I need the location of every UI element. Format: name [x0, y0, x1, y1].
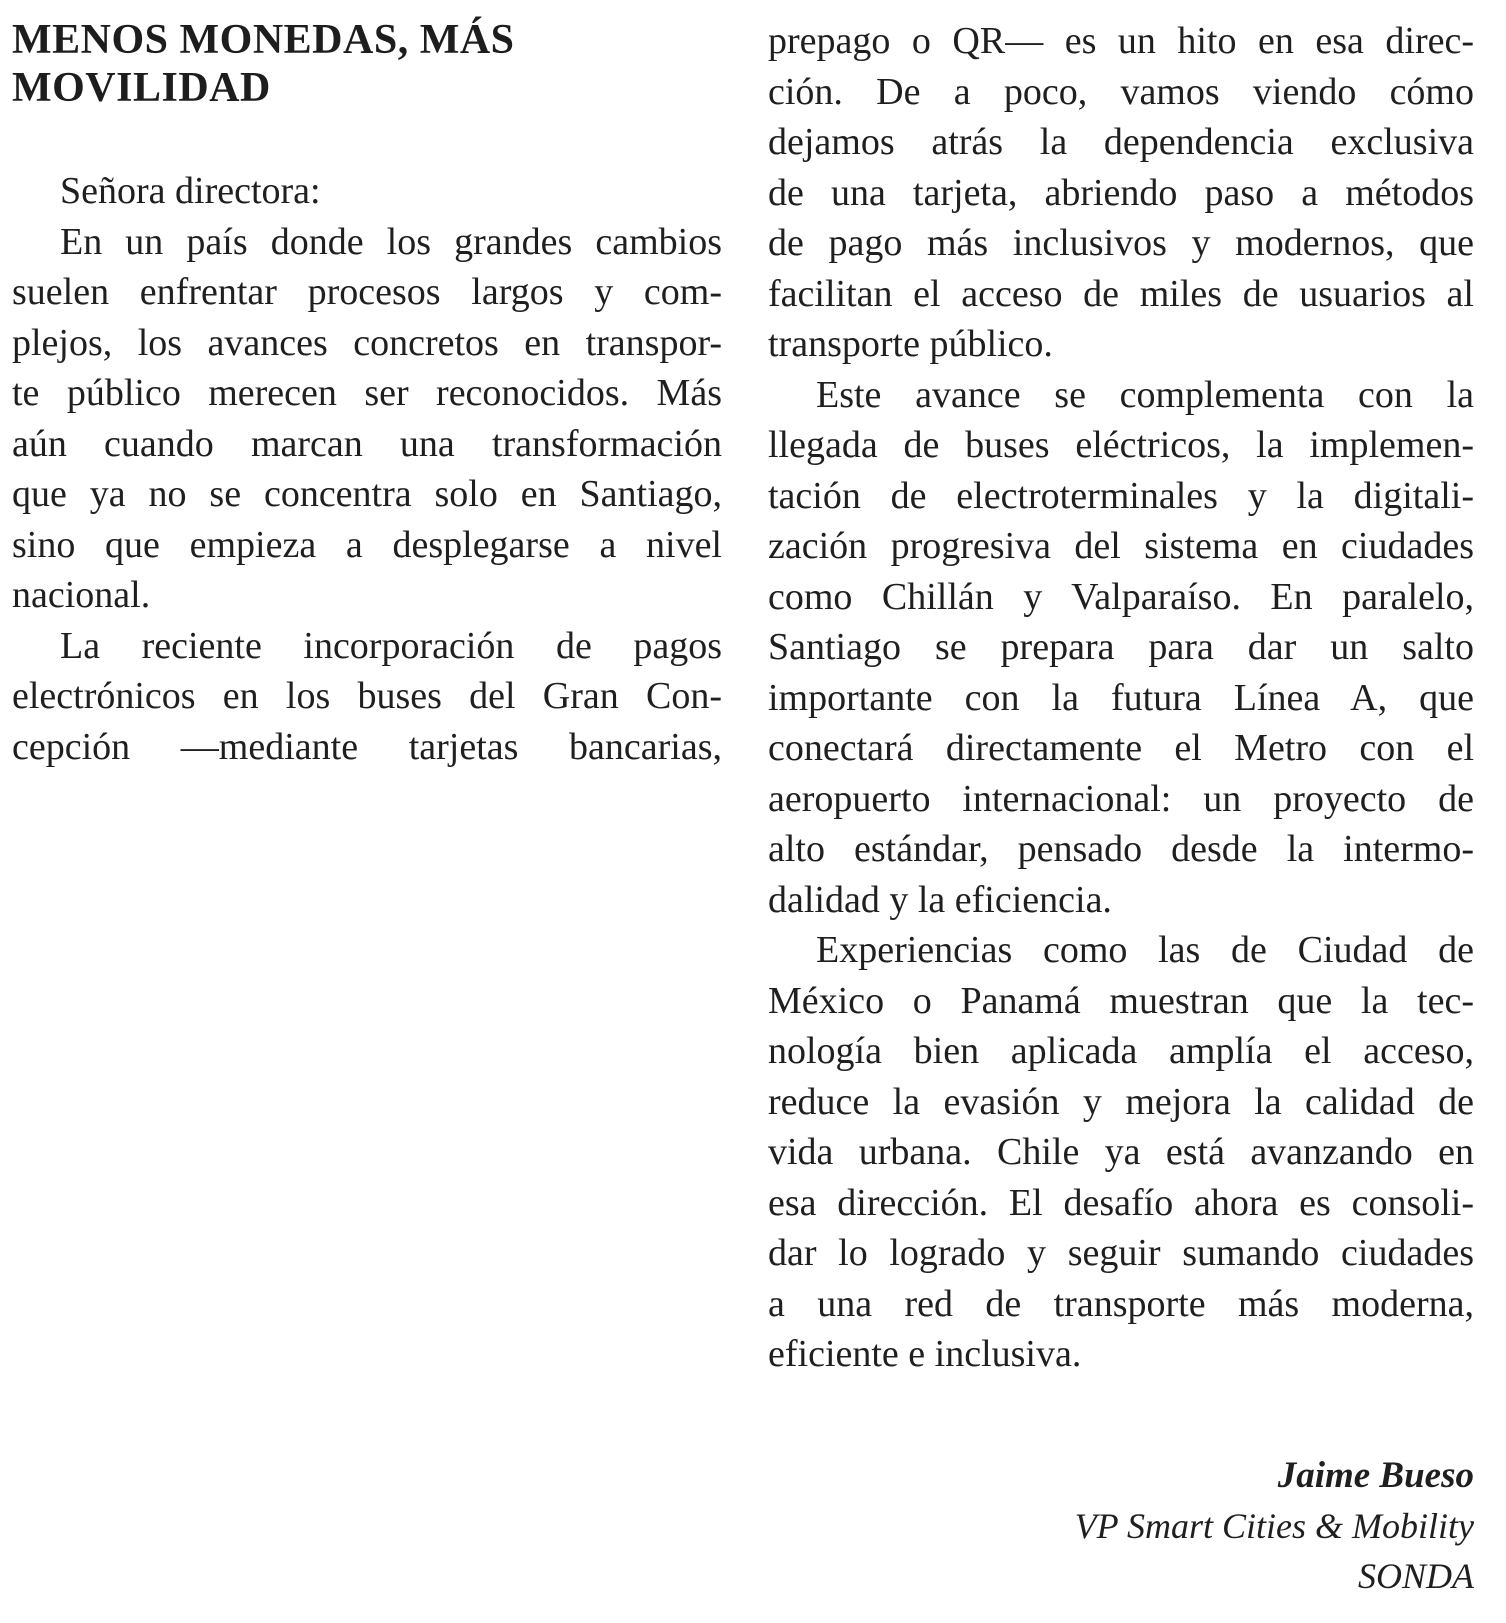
body-line: a una red de transporte más moderna, [768, 1282, 1474, 1325]
body-line: aún cuando marcan una transformación [12, 422, 722, 465]
body-line: cepción —mediante tarjetas bancarias, [12, 725, 722, 768]
body-line: La reciente incorporación de pagos [60, 624, 722, 667]
left-column [12, 16, 722, 772]
body-line: esa dirección. El desafío ahora es consoli- [768, 1181, 1474, 1224]
left-body [12, 166, 722, 772]
body-line: ción. De a poco, vamos viendo cómo [768, 70, 1474, 113]
signature-block [874, 1451, 1474, 1601]
body-line: eficiente e inclusiva. [768, 1333, 1082, 1375]
body-line: tación de electroterminales y la digitali- [768, 474, 1474, 517]
body-line: dalidad y la eficiencia. [768, 878, 1112, 921]
signature-role: VP Smart Cities & Mobility [1074, 1506, 1474, 1546]
body-line: zación progresiva del sistema en ciudades [768, 525, 1474, 567]
body-line: suelen enfrentar procesos largos y com- [12, 271, 722, 313]
body-line: dejamos atrás la dependencia exclusiva [768, 121, 1474, 163]
right-column [768, 16, 1474, 1380]
headline-line-2: MOVILIDAD [12, 65, 271, 111]
body-line: En un país donde los grandes cambios [60, 220, 722, 263]
body-line: nología bien aplicada amplía el acceso, [768, 1030, 1474, 1072]
headline [12, 16, 532, 112]
body-line: te público merecen ser reconocidos. Más [12, 372, 722, 414]
body-line: sino que empieza a desplegarse a nivel [12, 523, 722, 566]
signature-name: Jaime Bueso [1277, 1455, 1474, 1496]
body-line: como Chillán y Valparaíso. En paralelo, [768, 575, 1474, 618]
body-line: dar lo logrado y seguir sumando ciudades [768, 1232, 1474, 1274]
body-line: importante con la futura Línea A, que [768, 676, 1474, 719]
body-line: México o Panamá muestran que la tec- [768, 979, 1474, 1022]
body-line: que ya no se concentra solo en Santiago, [12, 473, 722, 515]
body-line: llegada de buses eléctricos, la implemen- [768, 424, 1474, 466]
salutation: Señora directora: [60, 170, 321, 212]
body-line: facilitan el acceso de miles de usuarios al [768, 272, 1474, 315]
body-line: de pago más inclusivos y modernos, que [768, 222, 1474, 264]
signature-company: SONDA [1358, 1556, 1474, 1596]
body-line: vida urbana. Chile ya está avanzando en [768, 1131, 1474, 1173]
headline-line-1: MENOS MONEDAS, MÁS [12, 17, 515, 63]
body-line: transporte público. [768, 323, 1053, 365]
body-line: prepago o QR— es un hito en esa direc- [768, 20, 1474, 62]
body-line: Experiencias como las de Ciudad de [816, 929, 1474, 971]
body-line: conectará directamente el Metro con el [768, 727, 1474, 769]
body-line: plejos, los avances concretos en transpor- [12, 321, 722, 364]
body-line: de una tarjeta, abriendo paso a métodos [768, 171, 1474, 214]
body-line: Santiago se prepara para dar un salto [768, 626, 1474, 668]
body-line: electrónicos en los buses del Gran Con- [12, 675, 722, 717]
body-line: alto estándar, pensado desde la intermo- [768, 828, 1474, 870]
body-line: aeropuerto internacional: un proyecto de [768, 777, 1474, 820]
body-line: reduce la evasión y mejora la calidad de [768, 1080, 1474, 1123]
body-line: Este avance se complementa con la [816, 373, 1474, 416]
body-line: nacional. [12, 574, 151, 616]
